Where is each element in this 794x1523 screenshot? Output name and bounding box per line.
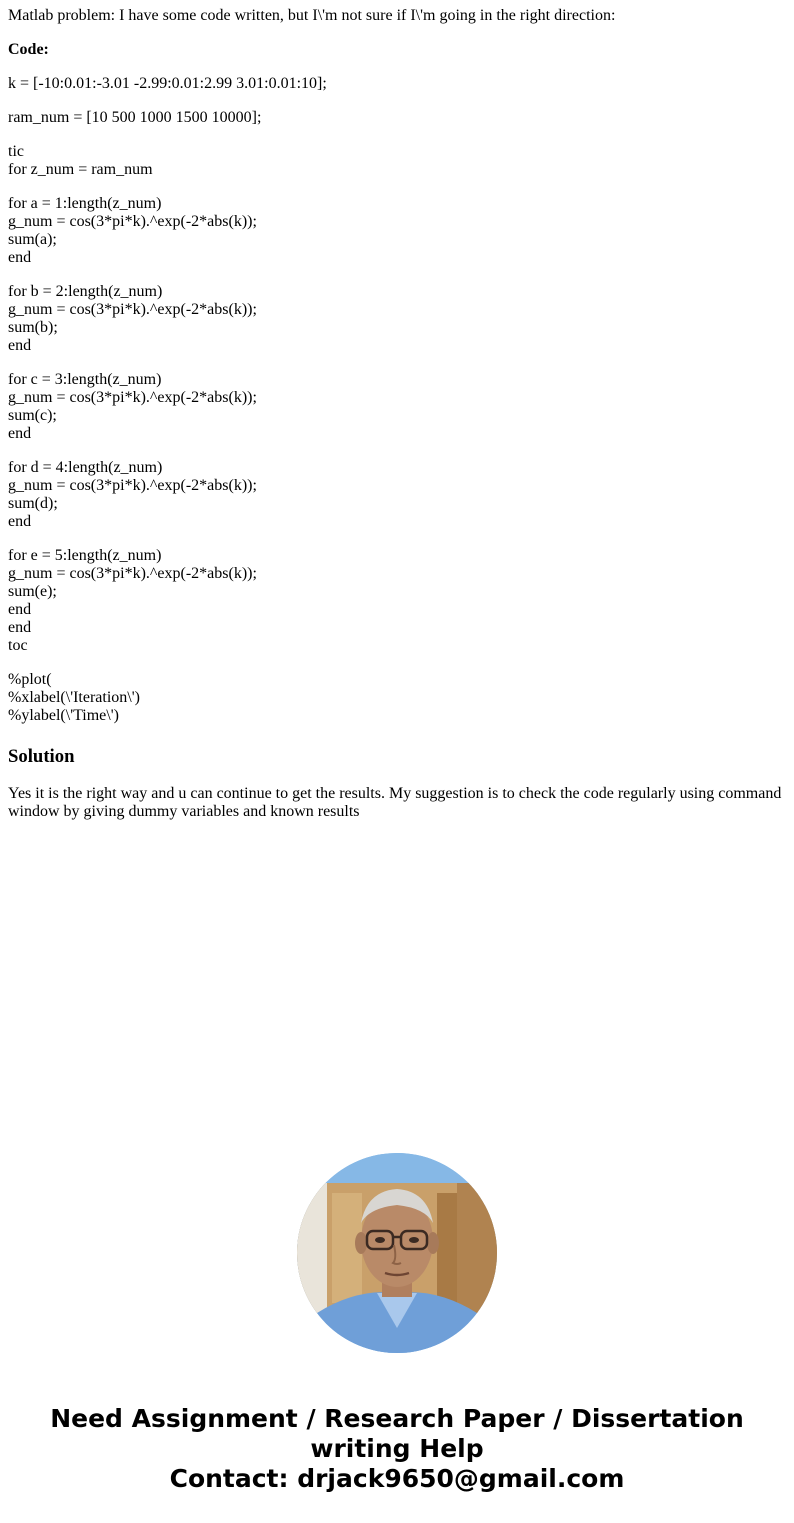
code-block-ram-num: [8, 109, 788, 127]
code-line: end: [8, 601, 32, 618]
code-line: for e = 5:length(z_num): [8, 547, 162, 564]
code-line: for a = 1:length(z_num): [8, 195, 162, 212]
footer-line-2: writing Help: [310, 1434, 484, 1463]
code-line: end: [8, 337, 32, 354]
code-line: g_num = cos(3*pi*k).^exp(-2*abs(k));: [8, 213, 257, 230]
code-block-tic: [8, 143, 788, 179]
code-line: sum(a);: [8, 231, 57, 248]
code-line: %plot(: [8, 671, 52, 688]
code-line: end: [8, 619, 32, 636]
code-line: k = [-10:0.01:-3.01 -2.99:0.01:2.99 3.01:0.01:10];: [8, 75, 327, 92]
footer-contact: Contact: drjack9650@gmail.com: [169, 1464, 625, 1493]
code-block-loop-e: [8, 547, 788, 655]
code-block-loop-c: [8, 371, 788, 443]
code-line: sum(d);: [8, 495, 58, 512]
code-line: end: [8, 249, 32, 266]
code-line: g_num = cos(3*pi*k).^exp(-2*abs(k));: [8, 565, 257, 582]
code-line: g_num = cos(3*pi*k).^exp(-2*abs(k));: [8, 477, 257, 494]
code-label: Code:: [8, 41, 49, 58]
solution-heading: Solution: [8, 746, 75, 767]
code-line: sum(c);: [8, 407, 57, 424]
code-line: %xlabel(\'Iteration\'): [8, 689, 140, 706]
code-line: end: [8, 513, 32, 530]
code-line: g_num = cos(3*pi*k).^exp(-2*abs(k));: [8, 301, 257, 318]
author-portrait-icon: [297, 1153, 497, 1353]
code-area: [8, 75, 788, 725]
code-line: for z_num = ram_num: [8, 161, 153, 178]
code-line: %ylabel(\'Time\'): [8, 707, 119, 724]
code-line: g_num = cos(3*pi*k).^exp(-2*abs(k));: [8, 389, 257, 406]
footer-line-1: Need Assignment / Research Paper / Dissertation: [50, 1404, 744, 1433]
code-block-loop-d: [8, 459, 788, 531]
code-line: for b = 2:length(z_num): [8, 283, 163, 300]
code-line: tic: [8, 143, 24, 160]
document-body: [8, 0, 788, 821]
question-text: Matlab problem: I have some code written, but I\'m not sure if I\'m going in the right direction:: [8, 7, 616, 24]
code-block-k: [8, 75, 788, 93]
code-block-loop-a: [8, 195, 788, 267]
code-line: sum(b);: [8, 319, 58, 336]
code-line: sum(e);: [8, 583, 57, 600]
code-line: end: [8, 425, 32, 442]
code-line: toc: [8, 637, 28, 654]
author-avatar: [297, 1153, 497, 1353]
code-line: for c = 3:length(z_num): [8, 371, 162, 388]
code-line: ram_num = [10 500 1000 1500 10000];: [8, 109, 262, 126]
code-block-loop-b: [8, 283, 788, 355]
solution-text: Yes it is the right way and u can continue to get the results. My suggestion is to check the code regularly using command window by giving dummy variables and known results: [8, 785, 782, 820]
code-block-plot-comments: [8, 671, 788, 725]
contact-footer: [0, 1404, 794, 1494]
code-line: for d = 4:length(z_num): [8, 459, 163, 476]
